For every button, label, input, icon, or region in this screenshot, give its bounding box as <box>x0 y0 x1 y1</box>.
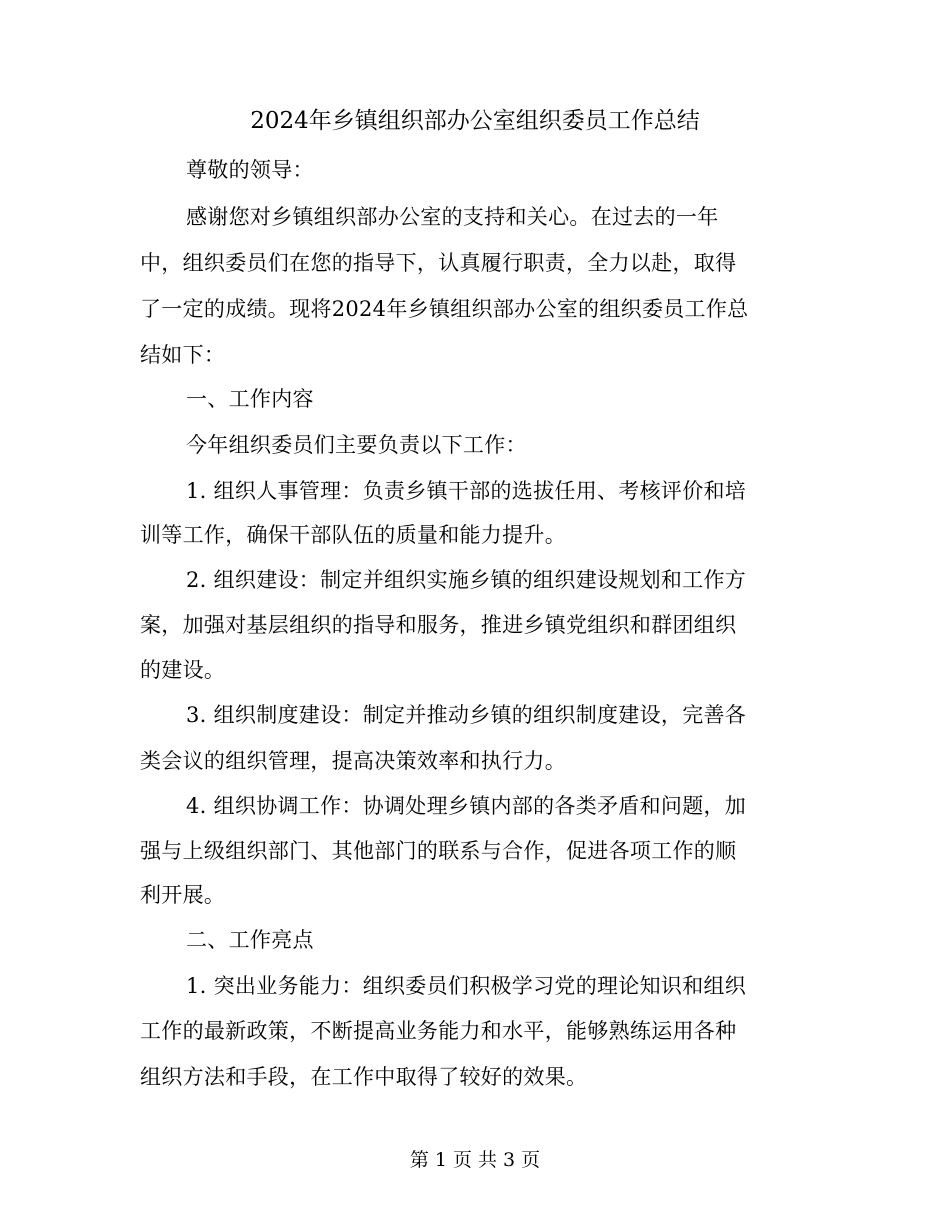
list-item-line: 训等工作，确保干部队伍的质量和能力提升。 <box>140 523 566 547</box>
paragraph-line: 中，组织委员们在您的指导下，认真履行职责，全力以赴，取得 <box>140 251 737 275</box>
list-item-line: 案，加强对基层组织的指导和服务，推进乡镇党组织和群团组织 <box>140 613 737 637</box>
list-item-line: 1. 组织人事管理：负责乡镇干部的选拔任用、考核评价和培 <box>186 479 747 503</box>
list-item-line: 的建设。 <box>140 658 226 682</box>
paragraph-line: 了一定的成绩。现将2024年乡镇组织部办公室的组织委员工作总 <box>140 297 749 321</box>
section-heading: 一、工作内容 <box>186 387 314 411</box>
list-item-line: 2. 组织建设：制定并组织实施乡镇的组织建设规划和工作方 <box>186 568 747 592</box>
salutation: 尊敬的领导： <box>186 158 314 182</box>
list-item-line: 3. 组织制度建设：制定并推动乡镇的组织制度建设，完善各 <box>186 703 747 727</box>
document-title: 2024年乡镇组织部办公室组织委员工作总结 <box>250 108 700 134</box>
paragraph-line: 今年组织委员们主要负责以下工作： <box>186 433 527 457</box>
list-item-line: 类会议的组织管理，提高决策效率和执行力。 <box>140 749 566 773</box>
paragraph-line: 结如下： <box>140 343 226 367</box>
list-item-line: 4. 组织协调工作：协调处理乡镇内部的各类矛盾和问题，加 <box>186 794 747 818</box>
paragraph-line: 感谢您对乡镇组织部办公室的支持和关心。在过去的一年 <box>186 205 719 229</box>
list-item-line: 1. 突出业务能力：组织委员们积极学习党的理论知识和组织 <box>186 974 747 998</box>
list-item-line: 强与上级组织部门、其他部门的联系与合作，促进各项工作的顺 <box>140 839 737 863</box>
section-heading: 二、工作亮点 <box>186 928 314 952</box>
page-number-footer: 第 1 页 共 3 页 <box>409 1149 541 1171</box>
list-item-line: 工作的最新政策，不断提高业务能力和水平，能够熟练运用各种 <box>140 1019 737 1043</box>
list-item-line: 利开展。 <box>140 883 226 907</box>
list-item-line: 组织方法和手段，在工作中取得了较好的效果。 <box>140 1065 588 1089</box>
